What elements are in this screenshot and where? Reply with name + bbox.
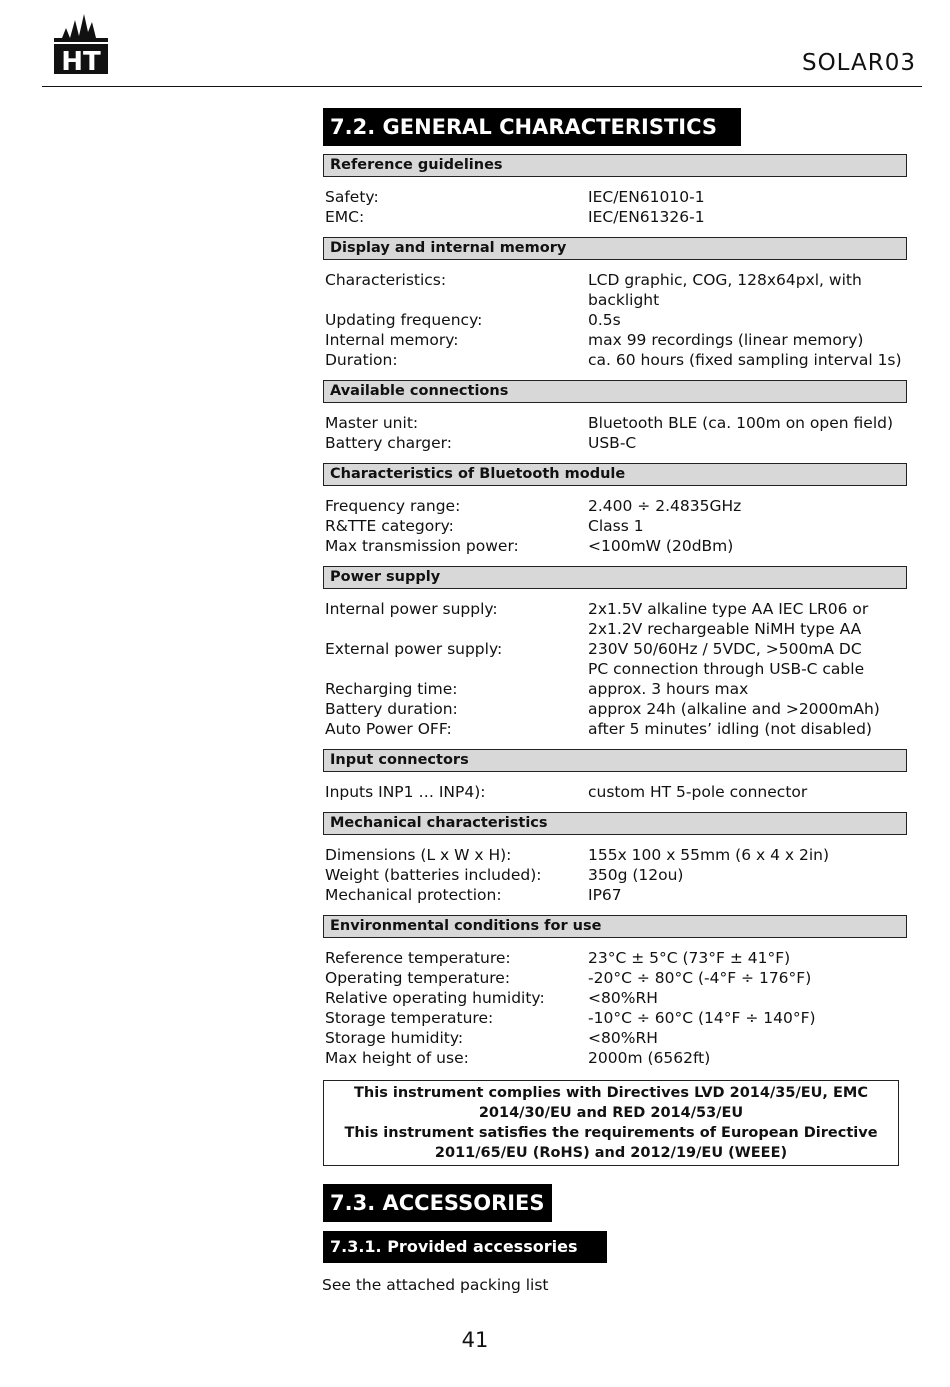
- section-bar: Mechanical characteristics: [323, 812, 907, 835]
- spec-label: [325, 290, 588, 310]
- spec-row: [325, 679, 907, 699]
- section-heading-general: 7.2. GENERAL CHARACTERISTICS: [323, 108, 741, 146]
- spec-label: Safety:: [325, 188, 379, 206]
- spec-label: Internal power supply:: [325, 600, 498, 618]
- spec-row: [325, 270, 907, 290]
- spec-value: LCD graphic, COG, 128x64pxl, with: [588, 271, 862, 289]
- spec-row: [325, 988, 907, 1008]
- spec-label: EMC:: [325, 208, 365, 226]
- spec-row: [325, 619, 907, 639]
- compliance-notice: [323, 1080, 899, 1166]
- spec-label: Updating frequency:: [325, 311, 483, 329]
- spec-row: [325, 496, 907, 516]
- spec-row: [325, 782, 907, 802]
- header-rule: [42, 86, 922, 87]
- spec-row: [325, 207, 907, 227]
- spec-rows: [323, 486, 907, 566]
- section-bar: Input connectors: [323, 749, 907, 772]
- spec-value: 2x1.2V rechargeable NiMH type AA: [588, 620, 862, 638]
- spec-row: [325, 1008, 907, 1028]
- spec-rows: [323, 260, 907, 380]
- section-bar: Display and internal memory: [323, 237, 907, 260]
- section-bar: Available connections: [323, 380, 907, 403]
- spec-row: [325, 659, 907, 679]
- spec-row: [325, 599, 907, 619]
- spec-label: Max transmission power:: [325, 537, 519, 555]
- spec-row: [325, 290, 907, 310]
- spec-value: Bluetooth BLE (ca. 100m on open field): [588, 414, 894, 432]
- spec-row: [325, 310, 907, 330]
- spec-value: Class 1: [588, 517, 644, 535]
- spec-label: Storage humidity:: [325, 1029, 464, 1047]
- spec-label: Mechanical protection:: [325, 886, 502, 904]
- section-bar: Power supply: [323, 566, 907, 589]
- spec-row: [325, 865, 907, 885]
- spec-label: Storage temperature:: [325, 1009, 494, 1027]
- spec-value: <100mW (20dBm): [588, 537, 734, 555]
- compliance-line: 2014/30/EU and RED 2014/53/EU: [478, 1105, 744, 1121]
- spec-label: Weight (batteries included):: [325, 866, 542, 884]
- spec-row: [325, 536, 907, 556]
- section-bar: Reference guidelines: [323, 154, 907, 177]
- spec-label: [325, 659, 588, 679]
- spec-value: backlight: [588, 291, 660, 309]
- spec-value: IP67: [588, 886, 622, 904]
- characteristics-groups: [323, 154, 907, 1078]
- spec-label: Operating temperature:: [325, 969, 511, 987]
- subsection-heading-provided-accessories: 7.3.1. Provided accessories: [323, 1231, 607, 1263]
- spec-row: [325, 330, 907, 350]
- compliance-line: This instrument complies with Directives LVD 2014/35/EU, EMC: [354, 1085, 868, 1101]
- spec-rows: [323, 938, 907, 1078]
- spec-label: Master unit:: [325, 414, 419, 432]
- accessories-text: See the attached packing list: [322, 1276, 549, 1294]
- spec-label: Characteristics:: [325, 271, 447, 289]
- ht-logo: [48, 8, 114, 78]
- spec-row: [325, 845, 907, 865]
- spec-value: approx. 3 hours max: [588, 680, 749, 698]
- spec-rows: [323, 835, 907, 915]
- spec-label: R&TTE category:: [325, 517, 454, 535]
- spec-row: [325, 719, 907, 739]
- spec-value: 2.400 ÷ 2.4835GHz: [588, 497, 742, 515]
- spec-value: IEC/EN61010-1: [588, 188, 705, 206]
- spec-row: [325, 413, 907, 433]
- spec-rows: [323, 403, 907, 463]
- spec-value: <80%RH: [588, 1029, 658, 1047]
- spec-label: [325, 619, 588, 639]
- spec-rows: [323, 589, 907, 749]
- spec-value: -10°C ÷ 60°C (14°F ÷ 140°F): [588, 1009, 816, 1027]
- spec-value: PC connection through USB-C cable: [588, 660, 865, 678]
- spec-value: approx 24h (alkaline and >2000mAh): [588, 700, 880, 718]
- spec-rows: [323, 177, 907, 237]
- page-number: 41: [461, 1328, 489, 1352]
- spec-label: Battery duration:: [325, 700, 458, 718]
- spec-value: after 5 minutes’ idling (not disabled): [588, 720, 872, 738]
- spec-value: 2000m (6562ft): [588, 1049, 711, 1067]
- spec-row: [325, 433, 907, 453]
- spec-value: USB-C: [588, 434, 637, 452]
- spec-value: 0.5s: [588, 311, 621, 329]
- spec-value: custom HT 5-pole connector: [588, 783, 808, 801]
- spec-label: Inputs INP1 … INP4):: [325, 783, 486, 801]
- spec-rows: [323, 772, 907, 812]
- spec-label: Battery charger:: [325, 434, 452, 452]
- compliance-line: 2011/65/EU (RoHS) and 2012/19/EU (WEEE): [434, 1145, 788, 1161]
- spec-row: [325, 639, 907, 659]
- spec-value: 350g (12ou): [588, 866, 684, 884]
- spec-value: ca. 60 hours (fixed sampling interval 1s): [588, 351, 902, 369]
- spec-value: -20°C ÷ 80°C (-4°F ÷ 176°F): [588, 969, 812, 987]
- spec-value: <80%RH: [588, 989, 658, 1007]
- spec-row: [325, 699, 907, 719]
- logo-text: HT: [61, 47, 101, 77]
- spec-label: Frequency range:: [325, 497, 461, 515]
- spec-label: Auto Power OFF:: [325, 720, 452, 738]
- spec-row: [325, 187, 907, 207]
- section-bar: Environmental conditions for use: [323, 915, 907, 938]
- spec-value: max 99 recordings (linear memory): [588, 331, 864, 349]
- section-bar: Characteristics of Bluetooth module: [323, 463, 907, 486]
- spec-row: [325, 350, 907, 370]
- spec-label: Recharging time:: [325, 680, 458, 698]
- spec-label: Duration:: [325, 351, 398, 369]
- spec-row: [325, 968, 907, 988]
- spec-value: IEC/EN61326-1: [588, 208, 705, 226]
- spec-value: 23°C ± 5°C (73°F ± 41°F): [588, 949, 791, 967]
- spec-row: [325, 1028, 907, 1048]
- spec-label: Reference temperature:: [325, 949, 511, 967]
- spec-label: Max height of use:: [325, 1049, 469, 1067]
- spec-row: [325, 516, 907, 536]
- page-content: [323, 108, 907, 1295]
- spec-row: [325, 885, 907, 905]
- spec-value: 155x 100 x 55mm (6 x 4 x 2in): [588, 846, 830, 864]
- spec-row: [325, 1048, 907, 1068]
- compliance-line: This instrument satisfies the requirements of European Directive: [344, 1125, 878, 1141]
- spec-row: [325, 948, 907, 968]
- document-id: SOLAR03: [801, 50, 916, 76]
- spec-value: 2x1.5V alkaline type AA IEC LR06 or: [588, 600, 869, 618]
- spec-value: 230V 50/60Hz / 5VDC, >500mA DC: [588, 640, 862, 658]
- spec-label: External power supply:: [325, 640, 503, 658]
- spec-label: Dimensions (L x W x H):: [325, 846, 512, 864]
- spec-label: Relative operating humidity:: [325, 989, 545, 1007]
- section-heading-accessories: 7.3. ACCESSORIES: [323, 1184, 552, 1222]
- spec-label: Internal memory:: [325, 331, 459, 349]
